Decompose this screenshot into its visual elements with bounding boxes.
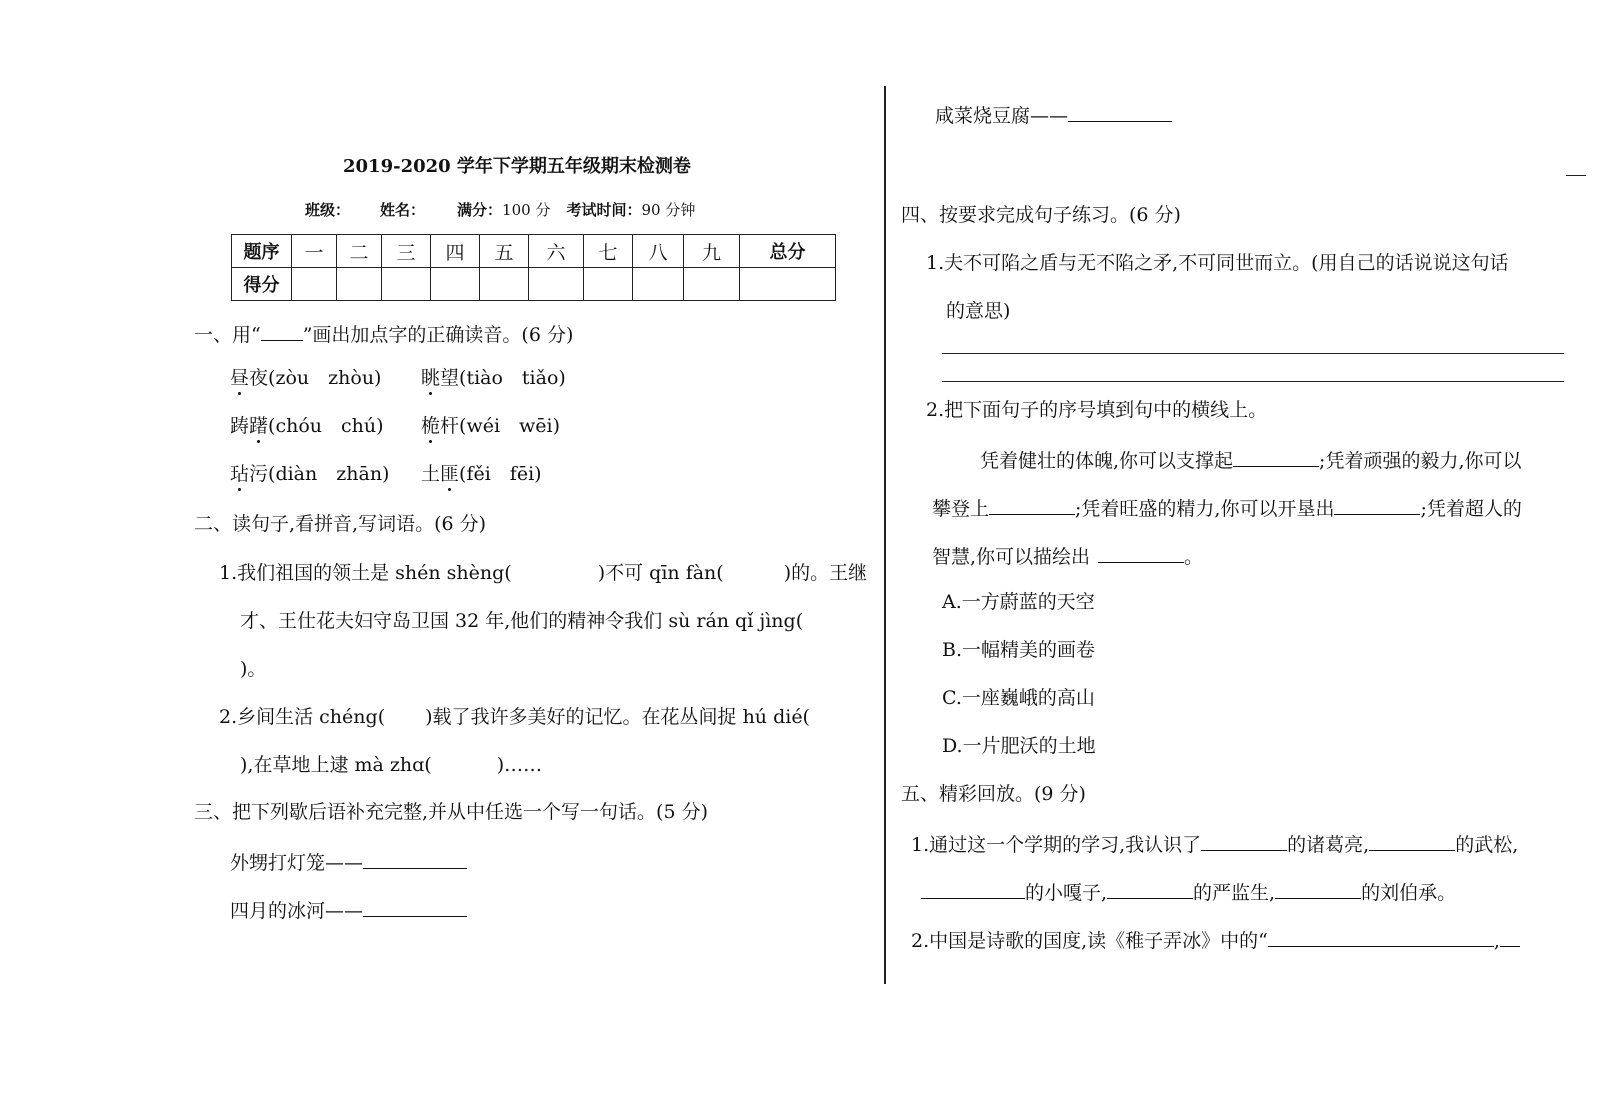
char: 望 <box>440 367 460 389</box>
score-input-cell[interactable] <box>584 268 633 301</box>
q4-text: ;凭着超人的 <box>1420 498 1522 520</box>
pinyin-options[interactable]: (chóu chú) <box>268 415 384 437</box>
q4-paragraph-line <box>932 494 1522 521</box>
dotted-char: 玷 <box>230 463 250 485</box>
column-divider <box>884 86 886 984</box>
answer-blank[interactable] <box>1369 830 1455 851</box>
score-input-cell[interactable] <box>337 268 382 301</box>
q4-text: ;凭着旺盛的精力,你可以开垦出 <box>1075 498 1335 520</box>
q4-option-b: B.一幅精美的画卷 <box>942 639 1096 661</box>
q1-title-part: ”画出加点字的正确读音。(6 分) <box>302 324 574 346</box>
answer-line[interactable] <box>942 381 1564 382</box>
q3-text: 四月的冰河—— <box>230 900 364 922</box>
char: 夜 <box>249 367 269 389</box>
score-input-cell[interactable] <box>529 268 584 301</box>
pinyin-options[interactable]: (zòu zhòu) <box>268 367 382 389</box>
score-cell: 一 <box>292 235 337 268</box>
dotted-char: 眺 <box>421 367 441 389</box>
q2-title: 二、读句子,看拼音,写词语。(6 分) <box>194 513 487 535</box>
score-input-cell[interactable] <box>684 268 740 301</box>
q2-line <box>240 753 542 777</box>
char: 污 <box>249 463 269 485</box>
q3-item <box>230 896 467 923</box>
q1-item <box>230 366 381 390</box>
dotted-char: 躇 <box>249 415 269 437</box>
pinyin-options[interactable]: (wéi wēi) <box>459 415 561 437</box>
answer-blank[interactable] <box>363 896 467 917</box>
q2-line <box>219 705 810 729</box>
time-value: 90 分钟 <box>641 201 696 219</box>
q4-option-d: D.一片肥沃的土地 <box>942 735 1096 757</box>
score-cell: 五 <box>480 235 529 268</box>
q1-item <box>421 366 566 390</box>
q5-text: 的诸葛亮, <box>1287 834 1370 856</box>
pinyin-options[interactable]: (tiào tiǎo) <box>459 367 566 389</box>
q4-option-a: A.一方蔚蓝的天空 <box>942 591 1095 613</box>
q4-sentence: 的意思) <box>946 300 1011 322</box>
q2-text: )的。王继 <box>783 562 868 584</box>
q4-paragraph-line <box>980 446 1522 473</box>
score-cell: 二 <box>337 235 382 268</box>
q2-text: )不可 qīn fàn( <box>597 562 724 584</box>
answer-blank[interactable] <box>1334 494 1420 515</box>
q1-item <box>230 414 384 438</box>
char: 土 <box>421 463 441 485</box>
score-input-cell[interactable] <box>740 268 836 301</box>
answer-blank[interactable] <box>1068 101 1172 122</box>
q3-item <box>230 848 467 875</box>
pinyin-options[interactable]: (fěi fēi) <box>459 463 542 485</box>
pinyin-options[interactable]: (diàn zhān) <box>268 463 390 485</box>
q5-line <box>911 926 1520 953</box>
q4-text: 。 <box>1184 546 1204 568</box>
q5-text: 的武松, <box>1455 834 1519 856</box>
q2-text: 1.我们祖国的领土是 shén shèng( <box>219 562 512 584</box>
q1-item <box>421 414 560 438</box>
score-cell: 八 <box>633 235 684 268</box>
score-cell: 九 <box>684 235 740 268</box>
score-cell: 题序 <box>232 235 292 268</box>
dotted-char: 昼 <box>230 367 250 389</box>
q2-text: ),在草地上逮 mà zhɑ( <box>240 754 432 776</box>
answer-blank[interactable] <box>1275 878 1361 899</box>
char: 踌 <box>230 415 250 437</box>
score-input-cell[interactable] <box>480 268 529 301</box>
answer-blank[interactable] <box>1233 446 1319 467</box>
answer-line[interactable] <box>942 353 1564 354</box>
q2-text: 2.乡间生活 chéng( <box>219 706 386 728</box>
answer-blank[interactable] <box>921 878 1025 899</box>
q5-title: 五、精彩回放。(9 分) <box>901 783 1086 805</box>
q3-text: 咸菜烧豆腐—— <box>935 105 1069 127</box>
char: 杆 <box>440 415 460 437</box>
q2-line <box>219 561 867 585</box>
q4-text: ;凭着顽强的毅力,你可以 <box>1319 450 1522 472</box>
q2-text: )…… <box>496 754 543 776</box>
score-input-cell[interactable] <box>431 268 480 301</box>
q5-line <box>911 830 1518 857</box>
answer-blank[interactable] <box>989 494 1075 515</box>
underline-sample <box>261 320 303 341</box>
page-title: 2019-2020 学年下学期五年级期末检测卷 <box>343 156 691 177</box>
q4-title: 四、按要求完成句子练习。(6 分) <box>901 204 1181 226</box>
q3-title: 三、把下列歇后语补充完整,并从中任选一个写一句话。(5 分) <box>194 801 708 823</box>
q4-text: 凭着健壮的体魄,你可以支撑起 <box>980 450 1234 472</box>
q2-line: )。 <box>240 658 267 680</box>
score-cell: 七 <box>584 235 633 268</box>
exam-meta <box>305 199 695 220</box>
score-row-label: 得分 <box>232 268 292 301</box>
class-label: 班级： <box>305 201 351 219</box>
score-cell: 总分 <box>740 235 836 268</box>
score-input-cell[interactable] <box>633 268 684 301</box>
score-input-cell[interactable] <box>382 268 431 301</box>
q1-title-part: 一、用“ <box>194 324 261 346</box>
score-cell: 四 <box>431 235 480 268</box>
q5-line <box>921 878 1456 905</box>
name-label: 姓名： <box>380 201 426 219</box>
q5-text: 2.中国是诗歌的国度,读《稚子弄冰》中的“ <box>911 930 1268 952</box>
q3-text: 外甥打灯笼—— <box>230 852 364 874</box>
score-cell: 六 <box>529 235 584 268</box>
score-cell: 三 <box>382 235 431 268</box>
q1-item <box>230 462 389 486</box>
score-input-cell[interactable] <box>292 268 337 301</box>
answer-blank[interactable] <box>1098 542 1184 563</box>
dotted-char: 匪 <box>440 463 460 485</box>
q4-option-c: C.一座巍峨的高山 <box>942 687 1095 709</box>
q1-title <box>194 320 573 347</box>
score-table-header-row <box>232 235 836 268</box>
answer-blank[interactable] <box>363 848 467 869</box>
q5-text: 的严监生, <box>1193 882 1276 904</box>
answer-blank[interactable] <box>1500 926 1520 947</box>
answer-blank[interactable] <box>1268 926 1494 947</box>
q5-text: 的小嘎子, <box>1025 882 1108 904</box>
q4-paragraph-line <box>932 542 1203 569</box>
q2-line: 才、王仕花夫妇守岛卫国 32 年,他们的精神令我们 sù rán qǐ jìng( <box>240 610 804 632</box>
q5-text: 1.通过这一个学期的学习,我认识了 <box>911 834 1202 856</box>
answer-blank[interactable] <box>1201 830 1287 851</box>
q4-text: 智慧,你可以描绘出 <box>932 546 1091 568</box>
time-label: 考试时间： <box>566 201 642 219</box>
score-table <box>231 234 836 301</box>
full-score-value: 100 分 <box>502 201 551 219</box>
q5-text: , <box>1493 930 1500 952</box>
dotted-char: 桅 <box>421 415 441 437</box>
q4-text: 攀登上 <box>932 498 990 520</box>
q4-sentence: 1.夫不可陷之盾与无不陷之矛,不可同世而立。(用自己的话说说这句话 <box>926 252 1509 274</box>
q1-item <box>421 462 542 486</box>
answer-line[interactable] <box>1566 175 1586 176</box>
score-table-score-row <box>232 268 836 301</box>
q4-sentence: 2.把下面句子的序号填到句中的横线上。 <box>926 399 1268 421</box>
q5-text: 的刘伯承。 <box>1361 882 1457 904</box>
answer-blank[interactable] <box>1107 878 1193 899</box>
full-score-label: 满分： <box>457 201 503 219</box>
q2-text: )载了我许多美好的记忆。在花丛间捉 hú dié( <box>425 706 810 728</box>
q3-item <box>935 101 1172 128</box>
